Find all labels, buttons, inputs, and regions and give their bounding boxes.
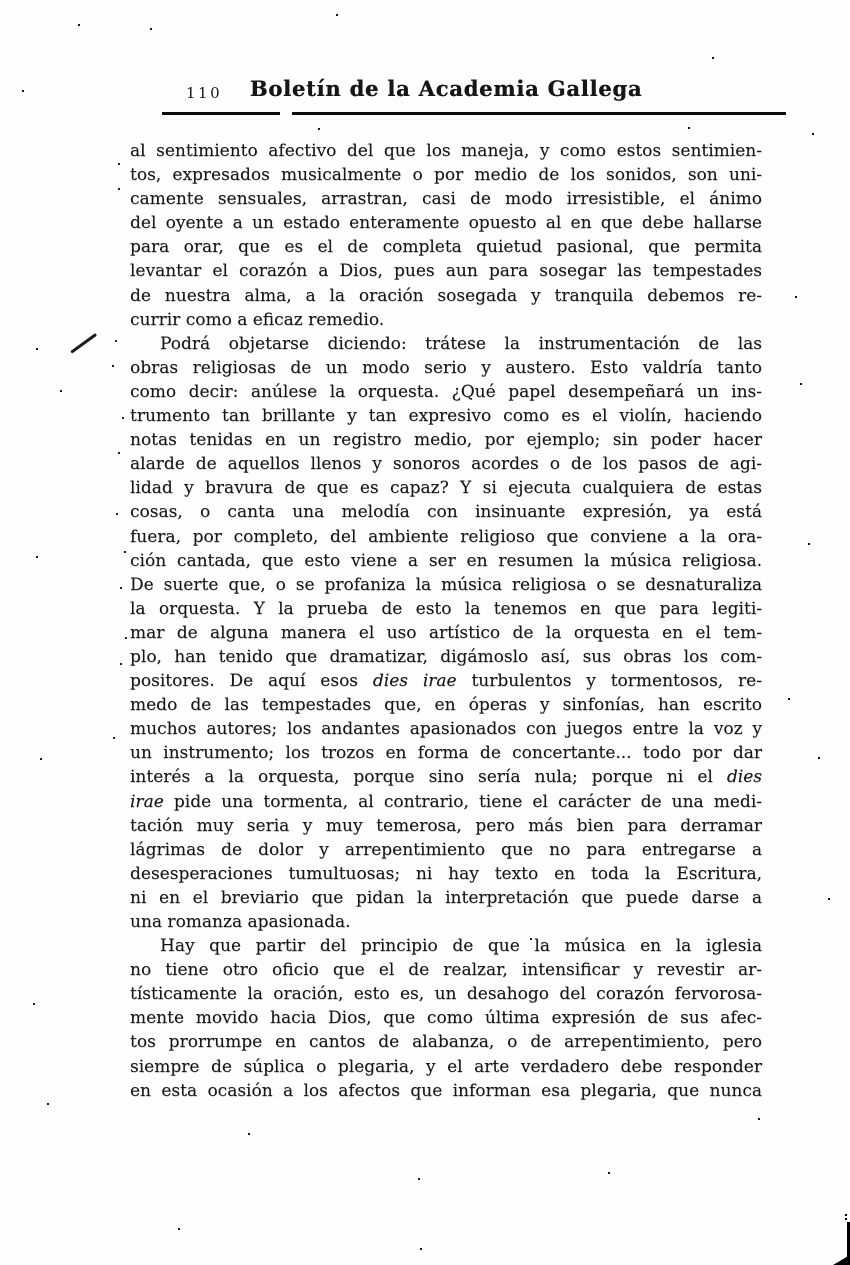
- text-line: [130, 404, 762, 428]
- text-segment: no tiene otro oficio que el de realzar, intensificar y revestir ar-: [130, 960, 762, 981]
- text-segment: como decir: anúlese la orquesta. ¿Qué papel desempeñará un ins-: [130, 381, 762, 402]
- journal-title: Boletín de la Academia Gallega: [249, 76, 643, 101]
- text-segment: mar de alguna manera el uso artístico de la orquesta en el tem-: [130, 622, 762, 643]
- text-segment: de nuestra alma, a la oración sosegada y tranquila debemos re-: [130, 285, 762, 306]
- text-line: [130, 259, 762, 283]
- text-line: [130, 814, 762, 838]
- text-segment: turbulentos y tormentosos, re-: [456, 671, 762, 692]
- text-segment: tos, expresados musicalmente o por medio de los sonidos, son uni-: [130, 165, 762, 186]
- text-line: [130, 765, 762, 789]
- text-segment: positores. De aquí esos: [130, 671, 373, 692]
- paragraph: [130, 934, 762, 1103]
- text-line: [130, 669, 762, 693]
- text-line: [130, 597, 762, 621]
- text-segment: una romanza apasionada.: [130, 912, 351, 932]
- text-line: [130, 356, 762, 380]
- text-line: [130, 741, 762, 765]
- text-segment: pide una tormenta, al contrario, tiene el carácter de una medi-: [163, 791, 762, 812]
- text-segment: alarde de aquellos llenos y sonoros acordes o de los pasos de agi-: [130, 454, 762, 475]
- italic-text-segment: dies: [726, 767, 762, 788]
- text-line: [130, 235, 762, 259]
- text-line: [130, 934, 762, 958]
- text-segment: tísticamente la oración, esto es, un desahogo del corazón fervorosa-: [130, 984, 762, 1005]
- text-line: [130, 211, 762, 235]
- text-segment: notas tenidas en un registro medio, por ejemplo; sin poder hacer: [130, 430, 762, 451]
- text-line: [130, 187, 762, 211]
- scan-artifact-corner-triangle: [833, 1255, 850, 1265]
- text-line: [130, 910, 762, 934]
- text-line: [130, 284, 762, 308]
- text-segment: desesperaciones tumultuosas; ni hay texto en toda la Escritura,: [130, 863, 762, 884]
- text-line: [130, 1006, 762, 1030]
- text-line: [130, 1030, 762, 1054]
- text-segment: plo, han tenido que dramatizar, digámoslo así, sus obras los com-: [130, 646, 762, 667]
- text-segment: camente sensuales, arrastran, casi de modo irresistible, el ánimo: [130, 189, 762, 210]
- text-line: [130, 308, 762, 332]
- scan-noise: [0, 0, 2, 2]
- text-line: [130, 525, 762, 549]
- text-line: [130, 838, 762, 862]
- paragraph: [130, 139, 762, 332]
- page-text: [130, 139, 762, 1103]
- text-line: [130, 549, 762, 573]
- text-line: [130, 958, 762, 982]
- text-line: [130, 645, 762, 669]
- text-segment: del oyente a un estado enteramente opuesto al en que debe hallarse: [130, 213, 762, 234]
- text-segment: para orar, que es el de completa quietud pasional, que permita: [130, 237, 762, 258]
- text-segment: muchos autores; los andantes apasionados con juegos entre la voz y: [130, 719, 762, 740]
- text-segment: levantar el corazón a Dios, pues aun para sosegar las tempestades: [130, 261, 762, 282]
- text-line: [130, 717, 762, 741]
- text-line: [130, 476, 762, 500]
- text-segment: tación muy seria y muy temerosa, pero más bien para derramar: [130, 815, 762, 836]
- text-segment: Podrá objetarse diciendo: trátese la instrumentación de las: [160, 333, 762, 354]
- text-line: [130, 693, 762, 717]
- italic-text-segment: dies irae: [372, 671, 457, 692]
- text-line: [130, 500, 762, 524]
- text-segment: medo de las tempestades que, en óperas y sinfonías, han escrito: [130, 695, 762, 716]
- text-segment: mente movido hacia Dios, que como última expresión de sus afec-: [130, 1008, 762, 1029]
- text-line: [130, 428, 762, 452]
- text-line: [130, 621, 762, 645]
- text-segment: un instrumento; los trozos en forma de concertante... todo por dar: [130, 743, 762, 764]
- text-segment: Hay que partir del principio de que la música en la iglesia: [160, 936, 762, 957]
- text-segment: trumento tan brillante y tan expresivo como es el violín, haciendo: [130, 406, 762, 427]
- text-line: [130, 1079, 762, 1103]
- text-line: [130, 380, 762, 404]
- text-line: [130, 163, 762, 187]
- text-segment: en esta ocasión a los afectos que informan esa plegaria, que nunca: [130, 1080, 762, 1101]
- italic-text-segment: irae: [130, 791, 164, 812]
- handwritten-mark: [70, 333, 97, 353]
- text-segment: fuera, por completo, del ambiente religioso que conviene a la ora-: [130, 526, 762, 547]
- header-rule-left: [162, 112, 280, 115]
- text-line: [130, 573, 762, 597]
- paragraph: [130, 332, 762, 934]
- header-rule-right: [292, 112, 786, 115]
- text-segment: ción cantada, que esto viene a ser en resumen la música religiosa.: [130, 550, 762, 571]
- text-line: [130, 886, 762, 910]
- text-line: [130, 1055, 762, 1079]
- text-line: [130, 452, 762, 476]
- text-segment: lágrimas de dolor y arrepentimiento que no para entregarse a: [130, 839, 762, 860]
- text-segment: cosas, o canta una melodía con insinuante expresión, ya está: [130, 502, 762, 523]
- text-line: [130, 982, 762, 1006]
- text-segment: la orquesta. Y la prueba de esto la tenemos en que para legiti-: [130, 598, 762, 619]
- text-segment: lidad y bravura de que es capaz? Y si ejecuta cualquiera de estas: [130, 478, 762, 499]
- text-line: [130, 139, 762, 163]
- text-segment: tos prorrumpe en cantos de alabanza, o de arrepentimiento, pero: [130, 1032, 762, 1053]
- text-segment: al sentimiento afectivo del que los maneja, y como estos sentimien-: [130, 141, 762, 161]
- text-segment: ni en el breviario que pidan la interpretación que puede darse a: [130, 887, 762, 908]
- text-segment: De suerte que, o se profaniza la música religiosa o se desnaturaliza: [130, 574, 762, 595]
- text-line: [130, 790, 762, 814]
- text-segment: currir como a eficaz remedio.: [130, 309, 385, 330]
- page-number: 110: [186, 84, 223, 102]
- text-segment: siempre de súplica o plegaria, y el arte verdadero debe responder: [130, 1056, 762, 1077]
- text-line: [130, 862, 762, 886]
- text-line: [130, 332, 762, 356]
- text-segment: interés a la orquesta, porque sino sería nula; porque ni el: [130, 767, 727, 788]
- text-segment: obras religiosas de un modo serio y austero. Esto valdría tanto: [130, 357, 762, 378]
